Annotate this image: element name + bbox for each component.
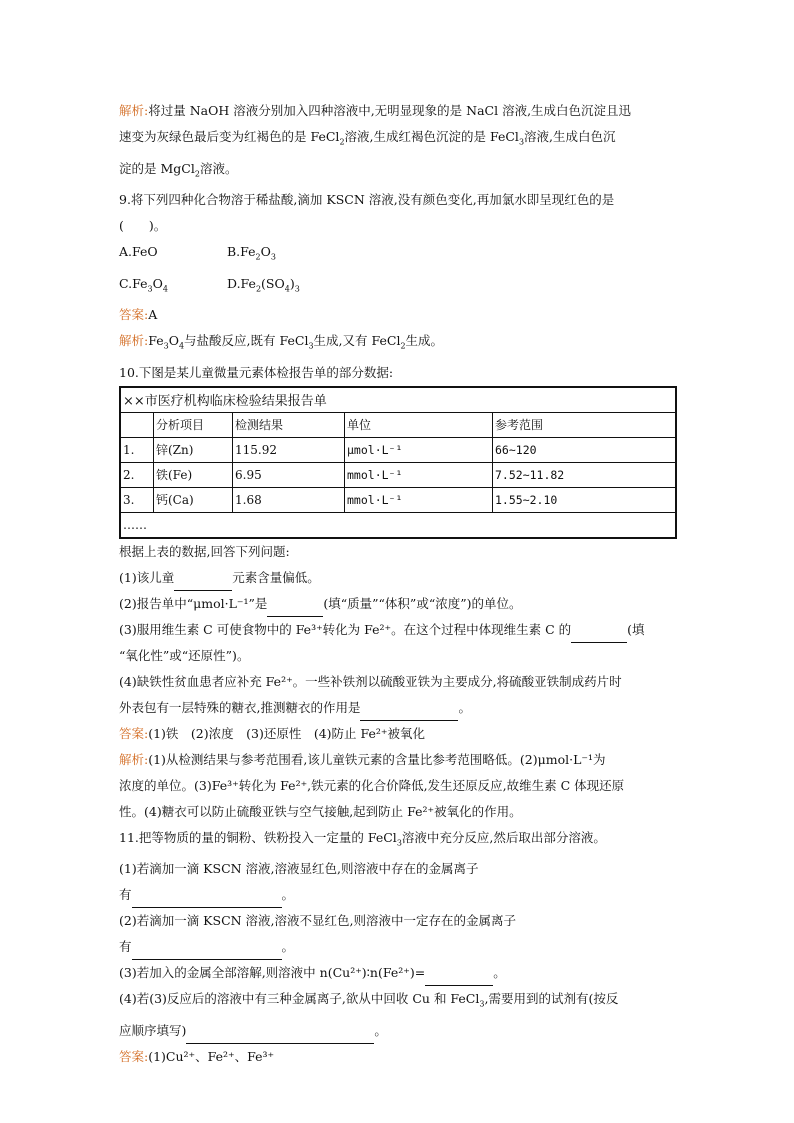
q9-option-d: $D.Fe_2(SO_4)_3$ bbox=[227, 275, 300, 293]
answer-blank[interactable] bbox=[571, 624, 627, 643]
q8-analysis-line-3 bbox=[119, 156, 679, 188]
q11-part-1-line-2: 有 。 bbox=[119, 882, 679, 908]
table-cell: 1.68 bbox=[233, 487, 345, 512]
q8-analysis-line-1 bbox=[119, 98, 679, 124]
table-cell: 66~120 bbox=[493, 437, 677, 462]
q8-analysis-text: 将过量 NaOH 溶液分别加入四种溶液中,无明显现象的是 NaCl 溶液,生成白色沉淀且迅 bbox=[148, 103, 632, 118]
analysis-label: 解析: bbox=[119, 103, 149, 118]
q10-part-4-line-2: 外表包有一层特殊的糖衣,推测糖衣的作用是 。 bbox=[119, 695, 679, 721]
q9-analysis: 解析$:Fe_3O_4$与盐酸反应,既有 FeCl$_3$生成,又有 FeCl$_2$生成。 bbox=[119, 333, 444, 351]
table-header-row bbox=[120, 412, 676, 437]
q10-analysis-line-3: 性。(4)糖衣可以防止硫酸亚铁与空气接触,起到防止 Fe²⁺被氧化的作用。 bbox=[119, 803, 522, 819]
answer-label: 答案: bbox=[119, 307, 149, 322]
q10-prompt: 根据上表的数据,回答下列问题: bbox=[119, 543, 290, 559]
q8-analysis-text: 淀的是 MgCl bbox=[119, 160, 195, 176]
q9-options-row-2 bbox=[119, 271, 679, 303]
q10-analysis-line-2: 浓度的单位。(3)Fe³⁺转化为 Fe²⁺,铁元素的化合价降低,发生还原反应,故维生素 C 体现还原 bbox=[119, 777, 625, 793]
q8-analysis-text: 速变为灰绿色最后变为红褐色的是 FeCl bbox=[119, 129, 340, 144]
table-header bbox=[120, 412, 154, 437]
table-ellipsis: …… bbox=[120, 512, 676, 538]
q10-stem: 10.下图是某儿童微量元素体检报告单的部分数据: bbox=[119, 364, 394, 380]
table-row bbox=[120, 437, 676, 462]
table-cell: mmol·L⁻¹ bbox=[345, 462, 493, 487]
answer-label: 答案: bbox=[119, 1048, 149, 1064]
table-cell: 6.95 bbox=[233, 462, 345, 487]
q11-answer bbox=[119, 1044, 679, 1070]
answer-blank[interactable] bbox=[267, 598, 323, 617]
q10-analysis-line-1: 解析:(1)从检测结果与参考范围看,该儿童铁元素的含量比参考范围略低。(2)μmol·L⁻¹为 bbox=[119, 751, 606, 767]
q11-part-4-line-2: 应顺序填写) 。 bbox=[119, 1018, 679, 1044]
q11-part-3: (3)若加入的金属全部溶解,则溶液中 n(Cu²⁺)∶n(Fe²⁺)= 。 bbox=[119, 960, 679, 986]
subscript: 3 bbox=[518, 137, 525, 147]
q10-answer-value: (1)铁 (2)浓度 (3)还原性 (4)防止 Fe²⁺被氧化 bbox=[148, 725, 426, 741]
table-row bbox=[120, 462, 676, 487]
answer-blank[interactable] bbox=[132, 941, 282, 960]
answer-blank[interactable] bbox=[132, 889, 282, 908]
q11-part-4-line-1: (4)若(3)反应后的溶液中有三种金属离子,欲从中回收 Cu 和 FeCl$_3$,需要用到的试剂有(按反 bbox=[119, 991, 619, 1009]
table-cell: 1.55~2.10 bbox=[493, 487, 677, 512]
answer-blank[interactable] bbox=[360, 702, 458, 721]
q9-stem: 9.将下列四种化合物溶于稀盐酸,滴加 KSCN 溶液,没有颜色变化,再加氯水即呈现红色的是 bbox=[119, 192, 615, 207]
table-cell: 钙(Ca) bbox=[154, 487, 233, 512]
table-cell: μmol·L⁻¹ bbox=[345, 437, 493, 462]
q11-part-1-line-1: (1)若滴加一滴 KSCN 溶液,溶液显红色,则溶液中存在的金属离子 bbox=[119, 861, 479, 876]
subscript: 2 bbox=[194, 169, 200, 178]
q9-option-b: $B.Fe_2O_3$ bbox=[227, 244, 276, 262]
table-header: 分析项目 bbox=[154, 412, 233, 437]
q11-part-2-line-1: (2)若滴加一滴 KSCN 溶液,溶液不显红色,则溶液中一定存在的金属离子 bbox=[119, 913, 517, 928]
q9-option-a: A.FeO bbox=[119, 244, 158, 259]
table-cell: 115.92 bbox=[233, 437, 345, 462]
report-title: ××市医疗机构临床检验结果报告单 bbox=[120, 387, 676, 413]
q9-paren: ( )。 bbox=[119, 218, 167, 233]
q10-part-2: (2)报告单中“μmol·L⁻¹”是 (填“质量”“体积”或“浓度”)的单位。 bbox=[119, 591, 679, 617]
analysis-label: 解析: bbox=[119, 751, 149, 767]
table-cell: 7.52~11.82 bbox=[493, 462, 677, 487]
table-cell: 1. bbox=[120, 437, 154, 462]
table-cell: 锌(Zn) bbox=[154, 437, 233, 462]
table-header: 检测结果 bbox=[233, 412, 345, 437]
report-table bbox=[119, 386, 677, 539]
table-cell: 2. bbox=[120, 462, 154, 487]
q10-part-3-line-2: “氧化性”或“还原性”)。 bbox=[119, 647, 250, 663]
q10-part-4-line-1: (4)缺铁性贫血患者应补充 Fe²⁺。一些补铁剂以硫酸亚铁为主要成分,将硫酸亚铁制成药片时 bbox=[119, 673, 622, 689]
q9-options-row-1 bbox=[119, 239, 679, 271]
q8-analysis-text: 溶液。 bbox=[199, 160, 238, 176]
table-cell: 铁(Fe) bbox=[154, 462, 233, 487]
q11-stem: 11.把等物质的量的铜粉、铁粉投入一定量的 FeCl$_3$溶液中充分反应,然后取出部分溶液。 bbox=[119, 829, 606, 847]
q9-answer bbox=[119, 302, 679, 328]
q8-analysis-line-2 bbox=[119, 124, 679, 156]
q9-answer-value: A bbox=[148, 307, 158, 322]
table-header: 单位 bbox=[345, 412, 493, 437]
q9-option-c: $C.Fe_3O_4$ bbox=[119, 275, 168, 293]
table-header: 参考范围 bbox=[493, 412, 677, 437]
analysis-label: 解析: bbox=[119, 333, 149, 348]
table-cell: mmol·L⁻¹ bbox=[345, 487, 493, 512]
q8-analysis-text: 溶液,生成红褐色沉淀的是 FeCl bbox=[344, 129, 519, 144]
table-cell: 3. bbox=[120, 487, 154, 512]
q10-part-3-line-1: (3)服用维生素 C 可使食物中的 Fe³⁺转化为 Fe²⁺。在这个过程中体现维生素 C 的 (填 bbox=[119, 617, 679, 643]
subscript: 2 bbox=[339, 137, 345, 147]
q10-part-1: (1)该儿童 元素含量偏低。 bbox=[119, 565, 679, 591]
table-row bbox=[120, 487, 676, 512]
answer-blank[interactable] bbox=[186, 1025, 374, 1044]
answer-blank[interactable] bbox=[425, 967, 493, 986]
q11-part-2-line-2: 有 。 bbox=[119, 934, 679, 960]
answer-blank[interactable] bbox=[174, 572, 232, 591]
answer-label: 答案: bbox=[119, 725, 149, 741]
document-page bbox=[119, 98, 679, 1070]
q8-analysis-text: 溶液,生成白色沉 bbox=[524, 129, 616, 144]
q10-answer bbox=[119, 721, 679, 747]
q11-answer-value: (1)Cu²⁺、Fe²⁺、Fe³⁺ bbox=[148, 1048, 275, 1064]
